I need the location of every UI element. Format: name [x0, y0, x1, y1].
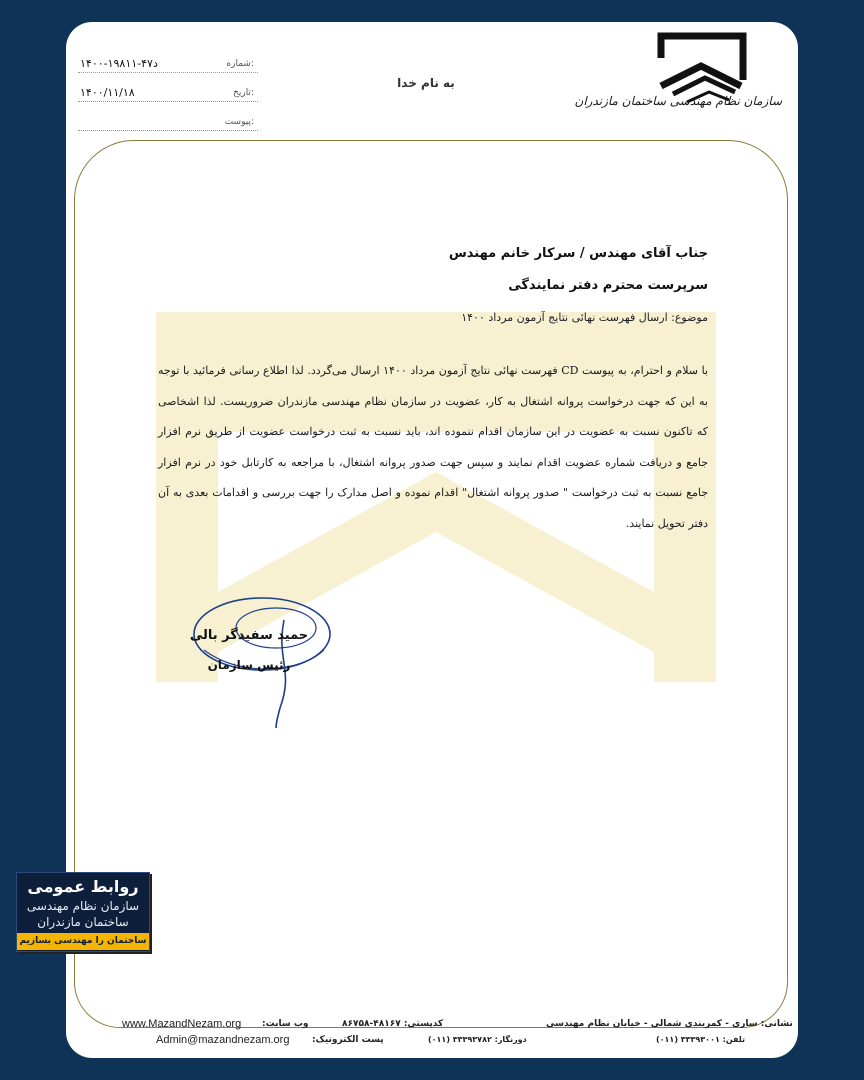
salutation-recipient: جناب آقای مهندس / سرکار خانم مهندس — [448, 246, 708, 261]
organization-logo — [574, 28, 782, 132]
date-label: تاریخ: — [233, 88, 254, 98]
website-label: وب سایت: — [262, 1019, 309, 1029]
badge-slogan: ساختمان را مهندسی بسازیم — [17, 933, 149, 950]
bismillah: به نام خدا — [397, 76, 455, 90]
letter-footer — [116, 1018, 793, 1054]
signatory-name: حمید سفیدگر بالی — [189, 628, 309, 643]
number-label: شماره: — [226, 59, 254, 69]
letter-subject: موضوع: ارسال فهرست نهائی نتایج آزمون مرداد ۱۴۰۰ — [461, 311, 708, 324]
letter-number: ۱۴۰۰-د۴۷-۱۹۸۱۱ — [80, 57, 158, 70]
badge-line-1: روابط عمومی — [27, 877, 139, 896]
page-border — [74, 140, 788, 1028]
postal-code: کدپستی: ۴۸۱۶۷-۸۶۷۵۸ — [342, 1019, 444, 1029]
attachment-label: پیوست: — [224, 117, 254, 127]
letter-meta — [78, 46, 258, 133]
website-link[interactable]: www.MazandNezam.org — [122, 1018, 242, 1030]
date-row — [78, 75, 258, 102]
letter-sheet — [66, 22, 798, 1058]
salutation-office: سرپرست محترم دفتر نمایندگی — [508, 278, 708, 293]
public-relations-badge — [16, 872, 150, 952]
email-link[interactable]: Admin@mazandnezam.org — [156, 1034, 290, 1046]
badge-line-2: سازمان نظام مهندسی — [26, 899, 140, 913]
number-row — [78, 46, 258, 73]
attachment-row — [78, 104, 258, 131]
address: نشانی: ساری - کمربندی شمالی - خیابان نظام مهندسی — [546, 1019, 793, 1029]
organization-name: سازمان نظام مهندسی ساختمان مازندران — [574, 94, 782, 108]
badge-line-3: ساختمان مازندران — [37, 915, 129, 929]
letter-date: ۱۴۰۰/۱۱/۱۸ — [80, 86, 135, 99]
signatory-title: رئیس سازمان — [207, 658, 291, 672]
email-label: پست الکترونیک: — [312, 1035, 384, 1045]
fax-number: دورنگار: ۳۳۳۹۳۷۸۲ (۰۱۱) — [428, 1035, 527, 1044]
phone-number: تلفن: ۳۳۳۹۳۰۰۱ (۰۱۱) — [656, 1035, 746, 1044]
letter-body: با سلام و احترام، به پیوست CD فهرست نهائی نتایج آزمون مرداد ۱۴۰۰ ارسال می‌گردد. لذا اطلاع رسانی فرمائید با توجه به این که جهت درخواست پروانه اشتغال به کار، عضویت در سازمان نظام مهندسی مازندران ضروریست. لذا اشخاصی که تاکنون نسبت به عضویت در این سازمان اقدام ننموده اند، باید نسبت به ثبت درخواست عضویت از طریق نرم افزار جامع و دریافت شماره عضویت اقدام نمایند و سپس جهت صدور پروانه اشتغال، با مراجعه به کارتابل خود در نرم افزار جامع نسبت به ثبت درخواست " صدور پروانه اشتغال" اقدام نموده و اصل مدارک را جهت بررسی و اقدامات بعدی به آن دفتر تحویل نمایند. — [158, 364, 709, 530]
